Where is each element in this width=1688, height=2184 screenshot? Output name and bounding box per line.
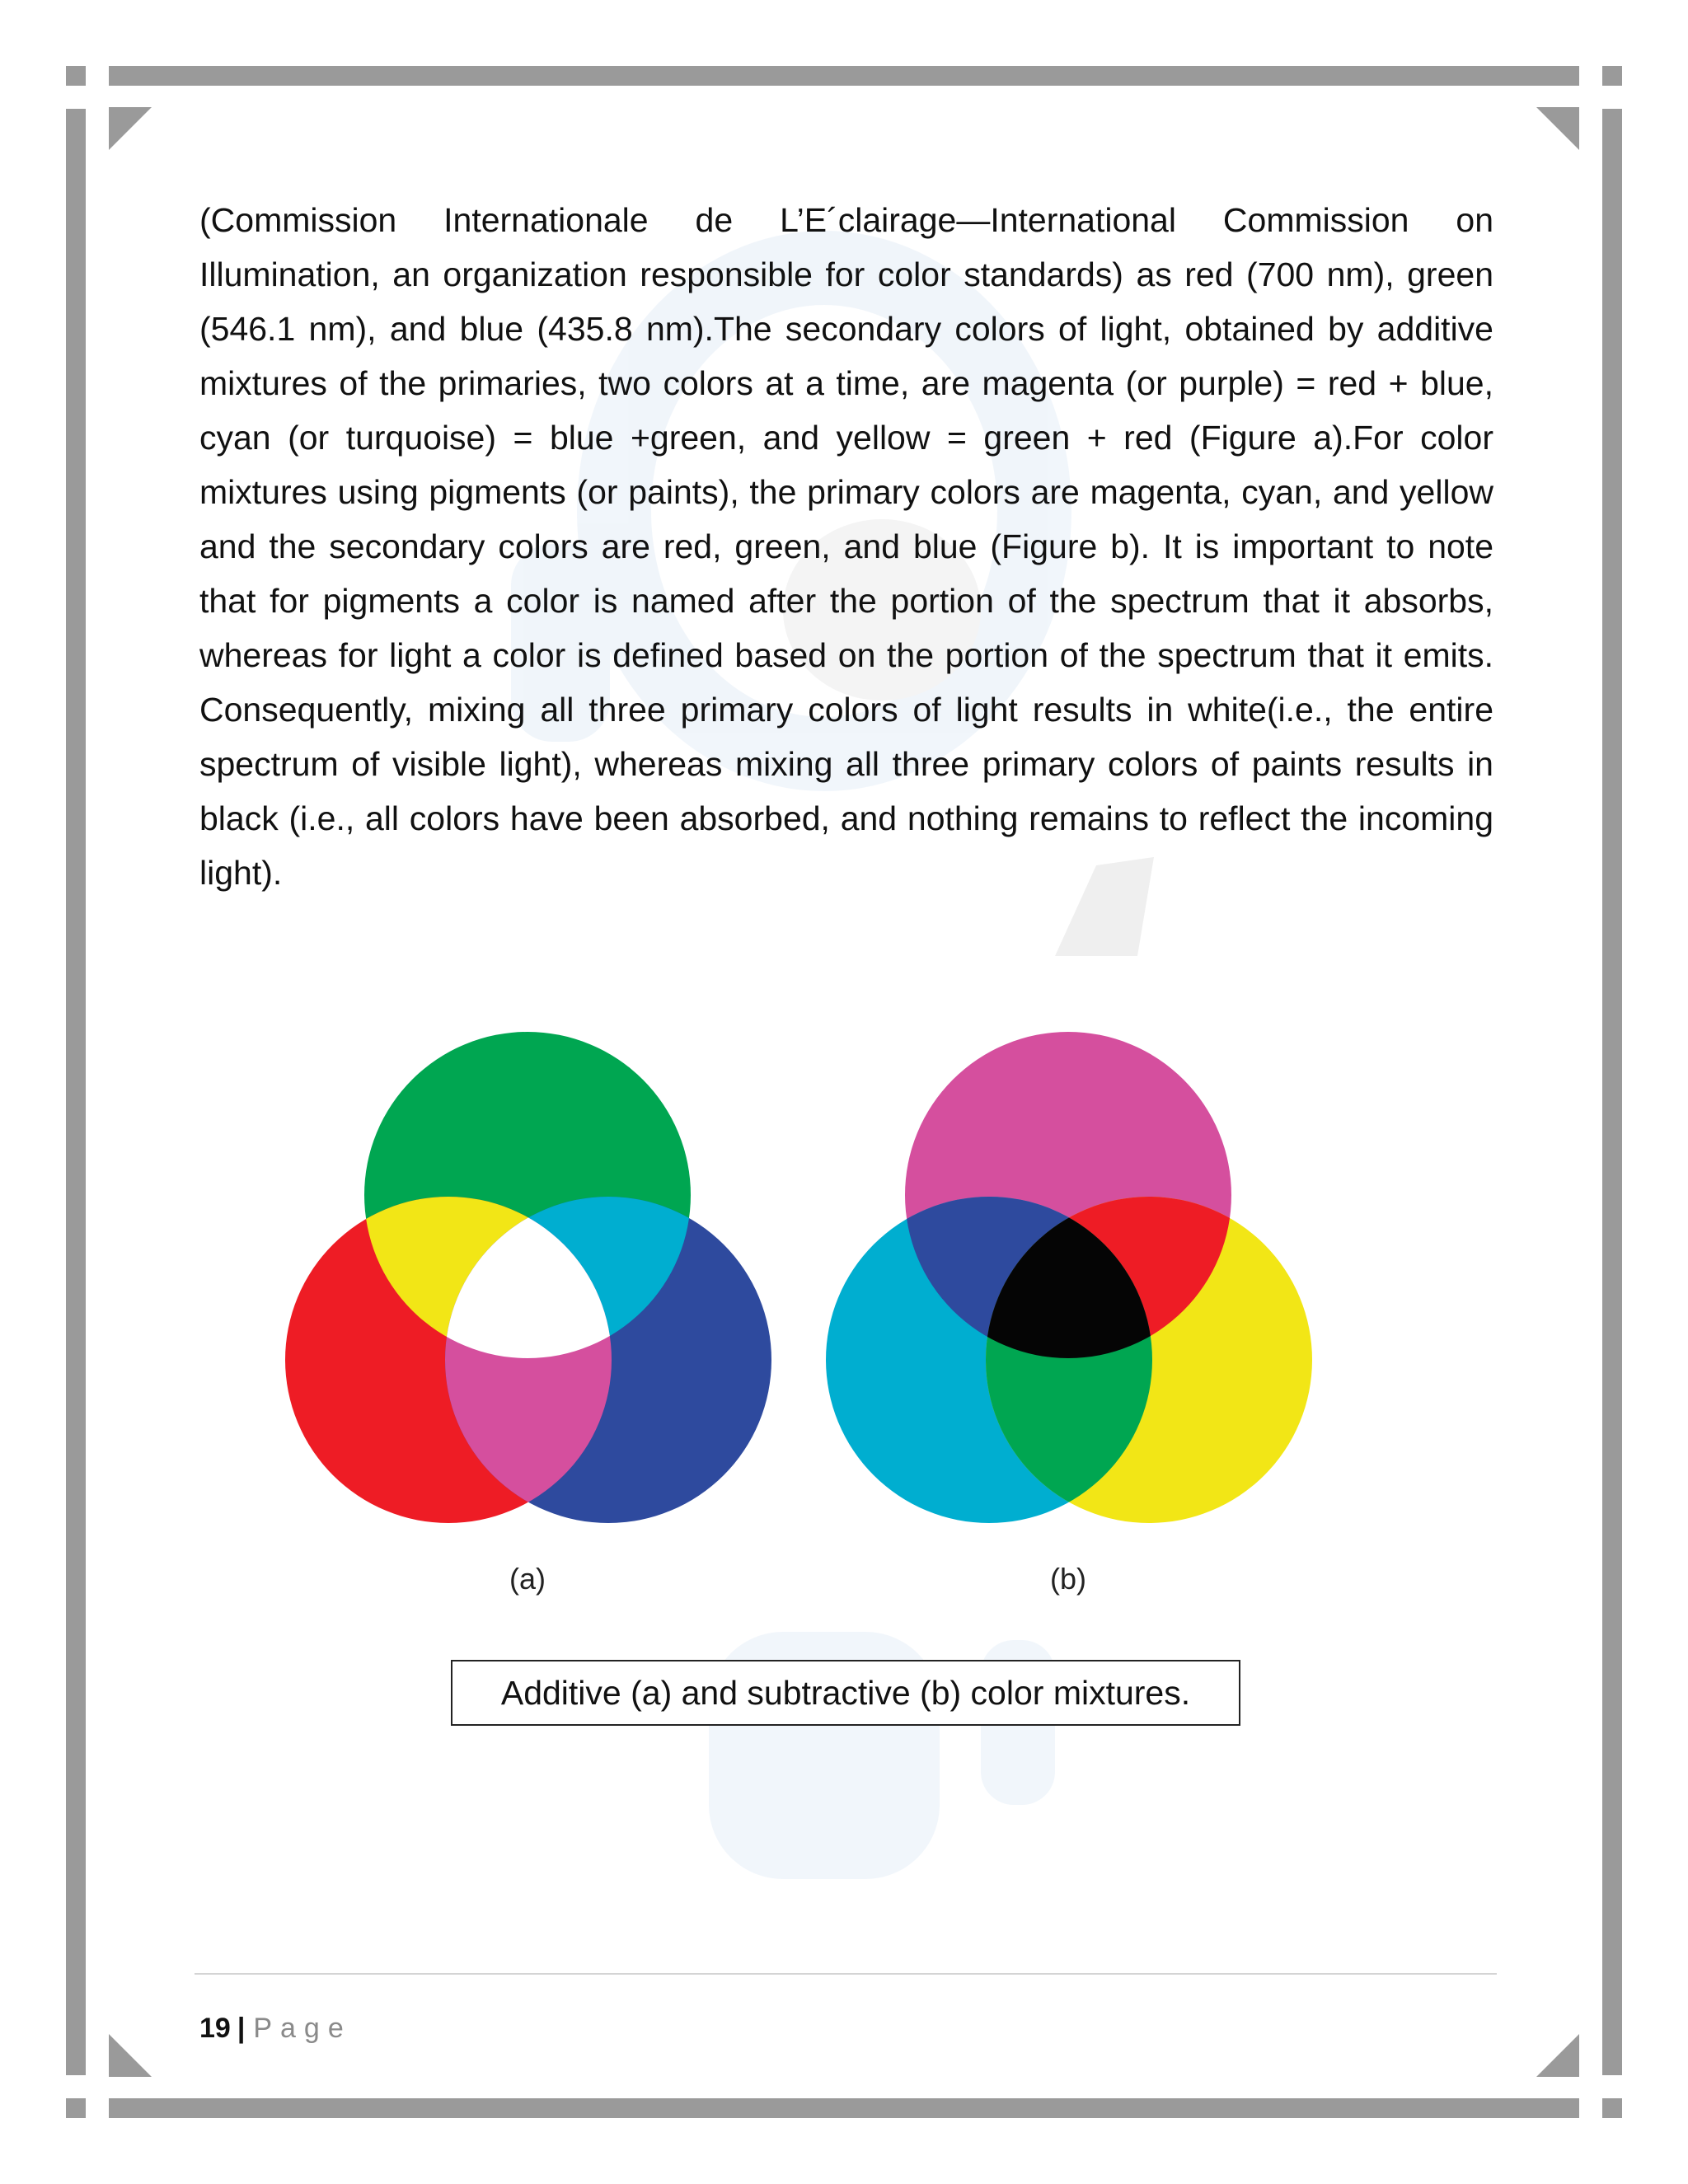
body-paragraph: (Commission Internationale de L’E´clairage—International Commission on Illumination, an organization responsible for color standards) as red (700 nm), green (546.1 nm), and blue (435.8 nm).The secondary colors of light, obtained by additive mixtures of the primaries, two colors at a time, are magenta (or purple) = red + blue, cyan (or turquoise) = blue +green, and yellow = green + red (Figure a).For color mixtures using pigments (or paints), the primary colors are magenta, cyan, and yellow and the secondary colors are red, green, and blue (Figure b). It is important to note that for pigments a color is named after the portion of the spectrum that it absorbs, whereas for light a color is defined based on the portion of the spectrum that it emits. Consequently, mixing all three primary colors of light results in white(i.e., the entire spectrum of visible light), whereas mixing all three primary colors of paints results in black (i.e., all colors have been absorbed, and nothing remains to reflect the incoming light). — [199, 201, 1493, 892]
subtractive-diagram — [826, 1032, 1312, 1523]
figure-label-b: (b) — [1050, 1562, 1086, 1596]
footer-divider — [195, 1973, 1497, 1975]
figure-label-a: (a) — [509, 1562, 546, 1596]
page-word: Page — [253, 2013, 352, 2044]
figure-caption: Additive (a) and subtractive (b) color mixtures. — [451, 1660, 1240, 1726]
additive-diagram — [285, 1032, 771, 1523]
page-footer — [199, 2013, 352, 2045]
page-number: 19 — [199, 2013, 231, 2044]
color-mixing-figure — [272, 956, 1343, 1615]
footer-separator: | — [237, 2013, 246, 2044]
